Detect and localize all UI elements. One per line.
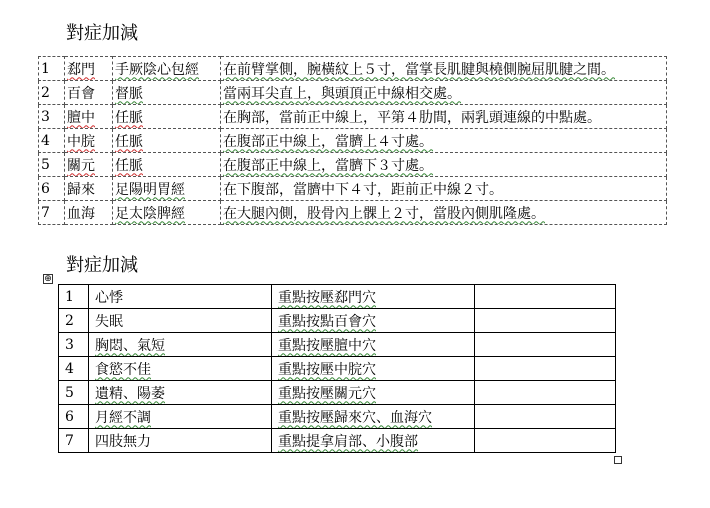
row-number: 7 (39, 201, 65, 225)
treatment-cell: 重點按點百會穴 (272, 309, 475, 333)
meridian-name: 督脈 (113, 81, 221, 105)
symptom-cell: 心悸 (89, 285, 272, 309)
symptom-cell: 月經不調 (89, 405, 272, 429)
table-row (39, 57, 667, 81)
acupoint-name: 百會 (65, 81, 113, 105)
acupoint-location: 當兩耳尖直上，與頭頂正中線相交處。 (221, 81, 667, 105)
row-number: 1 (59, 285, 89, 309)
table-row (59, 285, 616, 309)
table-row (59, 429, 616, 453)
table-row (59, 357, 616, 381)
treatment-cell: 重點按壓歸來穴、血海穴 (272, 405, 475, 429)
acupoint-name: 中脘 (65, 129, 113, 153)
table-row (39, 177, 667, 201)
acupoint-location: 在腹部正中線上，當臍上４寸處。 (221, 129, 667, 153)
empty-cell (475, 429, 616, 453)
treatment-cell: 重點按壓膻中穴 (272, 333, 475, 357)
treatment-cell: 重點提拿肩部、小腹部 (272, 429, 475, 453)
empty-cell (475, 333, 616, 357)
row-number: 5 (59, 381, 89, 405)
meridian-name: 任脈 (113, 105, 221, 129)
row-number: 6 (59, 405, 89, 429)
symptom-cell: 失眠 (89, 309, 272, 333)
table-row (39, 201, 667, 225)
table-resize-handle[interactable] (614, 456, 622, 464)
acupoint-location: 在胸部，當前正中線上，平第４肋間，兩乳頭連線的中點處。 (221, 105, 667, 129)
acupoint-table (38, 56, 667, 225)
acupoint-name: 膻中 (65, 105, 113, 129)
row-number: 5 (39, 153, 65, 177)
symptom-table (58, 284, 616, 453)
acupoint-location: 在下腹部，當臍中下４寸，距前正中線２寸。 (221, 177, 667, 201)
table-row (39, 81, 667, 105)
acupoint-location: 在大腿內側，股骨內上髁上２寸，當股內側肌隆處。 (221, 201, 667, 225)
empty-cell (475, 285, 616, 309)
table-move-icon[interactable]: ⊕ (44, 274, 52, 284)
acupoint-location: 在腹部正中線上，當臍下３寸處。 (221, 153, 667, 177)
acupoint-name: 關元 (65, 153, 113, 177)
meridian-name: 足太陰脾經 (113, 201, 221, 225)
acupoint-name: 郄門 (65, 57, 113, 81)
row-number: 6 (39, 177, 65, 201)
section-title-acupoints: 對症加減 (66, 23, 138, 44)
treatment-cell: 重點按壓郄門穴 (272, 285, 475, 309)
treatment-cell: 重點按壓關元穴 (272, 381, 475, 405)
table-row (59, 309, 616, 333)
acupoint-name: 血海 (65, 201, 113, 225)
empty-cell (475, 357, 616, 381)
row-number: 3 (59, 333, 89, 357)
table-row (59, 333, 616, 357)
table-row (39, 105, 667, 129)
row-number: 2 (59, 309, 89, 333)
empty-cell (475, 405, 616, 429)
symptom-cell: 遺精、陽萎 (89, 381, 272, 405)
acupoint-location: 在前臂掌側，腕橫紋上５寸，當掌長肌腱與橈側腕屈肌腱之間。 (221, 57, 667, 81)
empty-cell (475, 309, 616, 333)
empty-cell (475, 381, 616, 405)
row-number: 4 (59, 357, 89, 381)
row-number: 4 (39, 129, 65, 153)
symptom-cell: 食慾不佳 (89, 357, 272, 381)
meridian-name: 任脈 (113, 153, 221, 177)
table-row (39, 153, 667, 177)
row-number: 2 (39, 81, 65, 105)
row-number: 3 (39, 105, 65, 129)
section-title-symptoms: 對症加減 (66, 255, 138, 276)
table-row (59, 405, 616, 429)
row-number: 1 (39, 57, 65, 81)
meridian-name: 手厥陰心包經 (113, 57, 221, 81)
meridian-name: 任脈 (113, 129, 221, 153)
treatment-cell: 重點按壓中脘穴 (272, 357, 475, 381)
row-number: 7 (59, 429, 89, 453)
meridian-name: 足陽明胃經 (113, 177, 221, 201)
acupoint-name: 歸來 (65, 177, 113, 201)
table-row (39, 129, 667, 153)
symptom-cell: 四肢無力 (89, 429, 272, 453)
symptom-cell: 胸悶、氣短 (89, 333, 272, 357)
table-row (59, 381, 616, 405)
